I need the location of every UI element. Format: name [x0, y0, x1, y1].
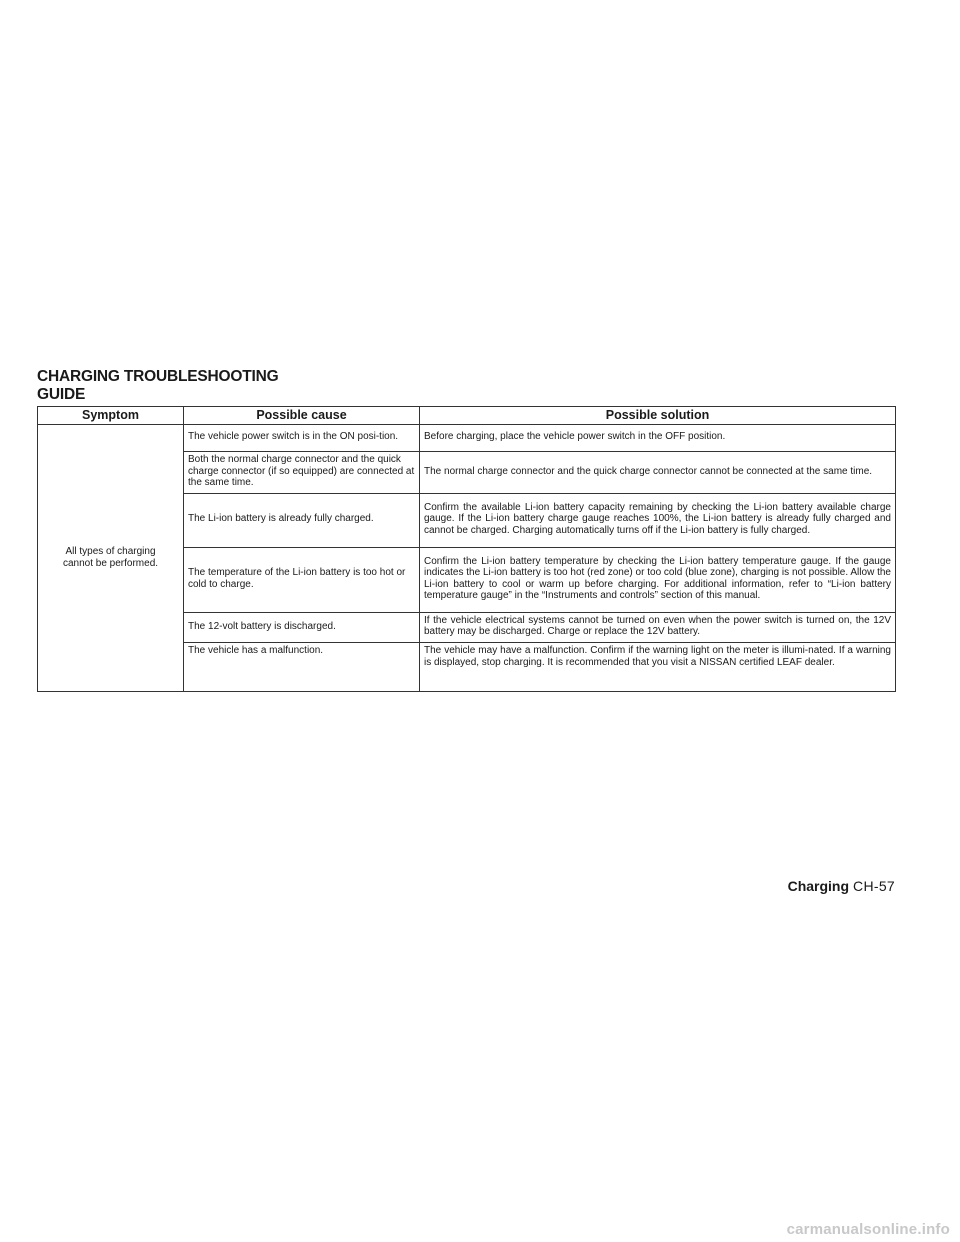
section-heading [37, 368, 297, 403]
cause-cell: Both the normal charge connector and the quick charge connector (if so equipped) are connected at the same time. [184, 452, 420, 494]
table-header-row [38, 407, 896, 425]
footer-page-number: CH-57 [853, 878, 895, 894]
cause-cell: The vehicle power switch is in the ON posi-tion. [184, 425, 420, 452]
page-footer [788, 878, 895, 894]
cause-cell: The 12-volt battery is discharged. [184, 612, 420, 642]
solution-cell: The normal charge connector and the quick charge connector cannot be connected at the same time. [420, 452, 896, 494]
symptom-text-line-2: cannot be performed. [62, 557, 159, 569]
table-row [38, 425, 896, 452]
header-possible-cause: Possible cause [184, 407, 420, 425]
symptom-cell [38, 425, 184, 692]
section-heading-line-2: GUIDE [37, 385, 86, 403]
solution-cell: The vehicle may have a malfunction. Confirm if the warning light on the meter is illumi-nated. If a warning is displayed, stop charging. It is recommended that you visit a NISSAN certified LEAF dealer. [420, 642, 896, 691]
symptom-text-line-1: All types of charging [65, 546, 156, 558]
header-symptom: Symptom [38, 407, 184, 425]
section-heading-line-1: CHARGING TROUBLESHOOTING [37, 368, 279, 385]
solution-cell: If the vehicle electrical systems cannot be turned on even when the power switch is turned on, the 12V battery may be discharged. Charge or replace the 12V battery. [420, 612, 896, 642]
solution-cell: Confirm the available Li-ion battery capacity remaining by checking the Li-ion battery available charge gauge. If the Li-ion battery charge gauge reaches 100%, the Li-ion battery is already fully charged and cannot be charged. Charging automatically turns off if the Li-ion battery is fully charged. [420, 493, 896, 547]
cause-cell: The vehicle has a malfunction. [184, 642, 420, 691]
watermark: carmanualsonline.info [786, 1221, 950, 1238]
cause-cell: The temperature of the Li-ion battery is too hot or cold to charge. [184, 547, 420, 612]
solution-cell: Confirm the Li-ion battery temperature by checking the Li-ion battery temperature gauge. If the gauge indicates the Li-ion battery is too hot (red zone) or too cold (blue zone), charging is not possible. Allow the Li-ion battery to cool or warm up before charging. For additional information, refer to “Li-ion battery temperature gauge” in the “Instruments and controls” section of this manual. [420, 547, 896, 612]
header-possible-solution: Possible solution [420, 407, 896, 425]
troubleshooting-table [37, 406, 896, 692]
cause-cell: The Li-ion battery is already fully charged. [184, 493, 420, 547]
footer-section-name: Charging [787, 878, 850, 894]
solution-cell: Before charging, place the vehicle power switch in the OFF position. [420, 425, 896, 452]
